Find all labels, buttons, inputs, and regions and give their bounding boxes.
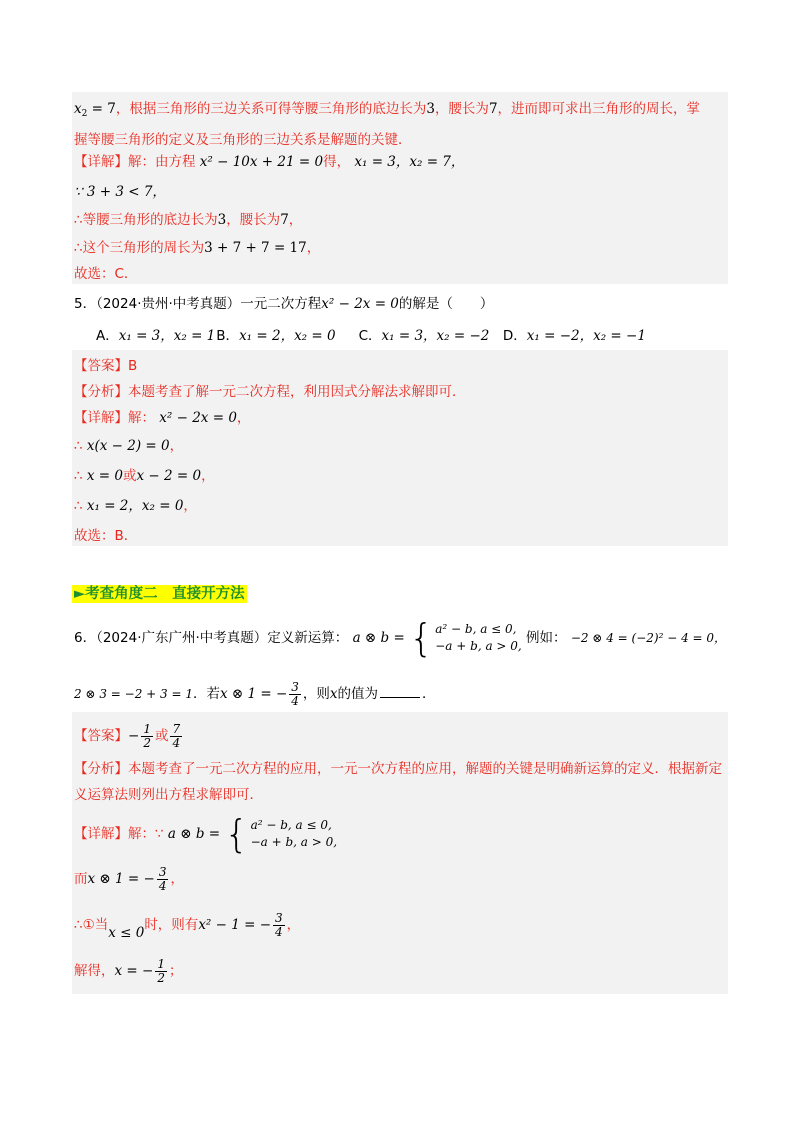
equation: x² − 2x = 0 bbox=[321, 296, 399, 312]
text: 握等腰三角形的定义及三角形的三边关系是解题的关键． bbox=[74, 132, 412, 148]
fraction bbox=[170, 723, 182, 750]
comma: ， bbox=[169, 438, 184, 454]
case: −a + b, a > 0, bbox=[435, 639, 522, 653]
q5-step-3 bbox=[74, 496, 197, 516]
q6-stem bbox=[74, 618, 726, 658]
text: ，根据三角形的三边关系可得等腰三角形的底边长为 bbox=[115, 101, 427, 117]
q6-condition bbox=[74, 678, 436, 710]
denominator: 4 bbox=[158, 878, 167, 893]
q5-analysis: 【分析】本题考查了解一元二次方程，利用因式分解法求解即可． bbox=[74, 384, 466, 400]
denominator: 4 bbox=[172, 735, 181, 750]
q6-analysis: 【分析】本题考查了一元二次方程的应用，一元一次方程的应用，解题的关键是明确新运算的定义．根据新定义运算法则列出方程求解即可． bbox=[74, 761, 722, 803]
case: a² − b, a ≤ 0, bbox=[250, 818, 332, 832]
q6-answer bbox=[74, 718, 184, 754]
cases bbox=[251, 817, 338, 851]
equation: x = − bbox=[114, 963, 154, 979]
fraction bbox=[157, 866, 169, 893]
q6-solve bbox=[74, 954, 182, 988]
equation: x ⊗ 1 = − bbox=[87, 871, 155, 887]
case: −a + b, a > 0, bbox=[250, 835, 338, 849]
text: 或 bbox=[123, 468, 137, 484]
text: ∴等腰三角形的底边长为 bbox=[74, 212, 218, 228]
numerator: 1 bbox=[143, 721, 151, 736]
fraction bbox=[289, 681, 301, 708]
equation: 3 + 7 + 7 = 17 bbox=[204, 240, 307, 256]
var-x: x bbox=[74, 101, 82, 117]
case: a² − b, a ≤ 0, bbox=[435, 622, 517, 636]
comma: ， bbox=[201, 468, 215, 484]
text: ， bbox=[286, 917, 301, 933]
text: ．若 bbox=[192, 686, 220, 702]
text: ∴这个三角形的周长为 bbox=[74, 240, 205, 256]
equation: x² − 2x = 0 bbox=[159, 410, 237, 426]
numerator: 1 bbox=[157, 956, 165, 971]
heading-text: ►考查角度二 直接开方法 bbox=[74, 586, 245, 602]
text: 时，则有 bbox=[144, 917, 199, 933]
option-c[interactable] bbox=[359, 326, 499, 346]
value: 7 bbox=[280, 212, 289, 228]
option-d[interactable] bbox=[503, 326, 646, 346]
q6-given bbox=[74, 862, 184, 896]
equation: x = 0 bbox=[86, 468, 123, 484]
text: 或 bbox=[154, 728, 169, 744]
text: ，则 bbox=[302, 686, 330, 702]
numerator: 3 bbox=[158, 864, 167, 879]
text: 解得， bbox=[74, 963, 115, 979]
piecewise-definition bbox=[224, 812, 338, 856]
q6-detail bbox=[74, 814, 337, 854]
text: ， bbox=[236, 410, 251, 426]
q5-step-2 bbox=[74, 466, 215, 486]
q5-step-1 bbox=[74, 436, 183, 456]
q5-stem bbox=[74, 294, 493, 314]
equation: x(x − 2) = 0 bbox=[86, 438, 170, 454]
solution: x₁ = 3，x₂ = 7， bbox=[354, 154, 465, 170]
option-a[interactable] bbox=[96, 326, 216, 346]
denominator: 4 bbox=[291, 693, 299, 708]
q4-analysis-continued bbox=[74, 96, 726, 153]
q4-choice: 故选：C． bbox=[74, 266, 138, 282]
option-text: x₁ = 3，x₂ = 1 bbox=[118, 328, 216, 344]
option-label: D． bbox=[502, 328, 527, 344]
section-heading bbox=[72, 582, 247, 603]
text: 解： bbox=[128, 410, 155, 426]
equation: x ⊗ 1 = − bbox=[219, 686, 288, 702]
brace: { bbox=[224, 812, 249, 856]
eq-text: = 7 bbox=[87, 101, 116, 117]
equation: x − 2 = 0 bbox=[136, 468, 202, 484]
text: 解：由方程 bbox=[128, 154, 196, 170]
q5-detail bbox=[74, 408, 250, 428]
denominator: 2 bbox=[143, 735, 151, 750]
q4-therefore-1 bbox=[74, 210, 302, 230]
text: ； bbox=[168, 963, 183, 979]
option-label: A． bbox=[96, 328, 119, 344]
text: ，进而即可求出三角形的周长，掌 bbox=[497, 101, 701, 117]
comma: ， bbox=[183, 498, 197, 514]
q6-case-1 bbox=[74, 908, 300, 950]
option-text: x₁ = 3，x₂ = −2 bbox=[381, 328, 490, 344]
q5-options bbox=[96, 326, 646, 346]
answer-blank[interactable] bbox=[380, 685, 420, 698]
numerator: 3 bbox=[275, 910, 283, 925]
piecewise-definition bbox=[409, 616, 522, 660]
option-text: x₁ = −2，x₂ = −1 bbox=[526, 328, 646, 344]
text: 的值为 bbox=[337, 686, 379, 702]
value: 7 bbox=[488, 101, 498, 117]
option-label: C． bbox=[358, 328, 382, 344]
example: 2 ⊗ 3 = −2 + 3 = 1 bbox=[74, 687, 193, 701]
example: −2 ⊗ 4 = (−2)² − 4 = 0， bbox=[570, 631, 727, 645]
denominator: 4 bbox=[275, 924, 283, 939]
definition-lhs: a ⊗ b = bbox=[167, 826, 221, 842]
condition: x ≤ 0 bbox=[108, 925, 145, 941]
text: 的解是（ ） bbox=[398, 296, 494, 312]
var-x: x bbox=[329, 686, 338, 702]
option-b[interactable] bbox=[216, 326, 354, 346]
q5-answer: 【答案】B bbox=[74, 358, 138, 374]
equation: x² − 10x + 21 = 0 bbox=[199, 154, 324, 170]
therefore-symbol: ∴ bbox=[74, 468, 87, 484]
equation: x² − 1 = − bbox=[198, 917, 272, 933]
brace: { bbox=[409, 616, 434, 660]
numerator: 7 bbox=[172, 721, 181, 736]
fraction bbox=[273, 912, 285, 939]
text: ． bbox=[422, 686, 436, 702]
q4-because: ∵ 3 + 3 < 7， bbox=[74, 184, 166, 200]
detail-label: 【详解】 bbox=[74, 410, 128, 426]
text: 解：∵ bbox=[128, 826, 164, 842]
fraction bbox=[141, 723, 153, 750]
q4-therefore-2 bbox=[74, 238, 320, 258]
q5-choice: 故选：B． bbox=[74, 528, 138, 544]
text: 6．（2024·广东广州·中考真题）定义新运算： bbox=[74, 630, 349, 646]
answer-label: 【答案】 bbox=[74, 728, 128, 744]
sub: 2 bbox=[81, 109, 88, 119]
fraction bbox=[155, 958, 167, 985]
text: ， bbox=[288, 212, 303, 228]
detail-label: 【详解】 bbox=[74, 154, 128, 170]
text: 得， bbox=[323, 154, 351, 170]
minus: − bbox=[128, 728, 140, 744]
text: ，腰长为 bbox=[226, 212, 281, 228]
option-text: x₁ = 2，x₂ = 0 bbox=[239, 328, 336, 344]
text: ， bbox=[170, 871, 184, 887]
text: ， bbox=[306, 240, 321, 256]
text: 而 bbox=[74, 871, 88, 887]
numerator: 3 bbox=[291, 679, 299, 694]
denominator: 2 bbox=[157, 970, 165, 985]
text: 例如： bbox=[526, 630, 567, 646]
value: 3 bbox=[217, 212, 227, 228]
option-label: B． bbox=[216, 328, 240, 344]
definition-lhs: a ⊗ b = bbox=[352, 630, 405, 646]
value: 3 bbox=[426, 101, 435, 117]
q4-detail bbox=[74, 152, 464, 172]
therefore-symbol: ∴ bbox=[74, 438, 87, 454]
text: ∴①当 bbox=[74, 917, 109, 933]
detail-label: 【详解】 bbox=[74, 826, 128, 842]
therefore-symbol: ∴ bbox=[74, 498, 87, 514]
text: 5．（2024·贵州·中考真题）一元二次方程 bbox=[74, 296, 322, 312]
text: ，腰长为 bbox=[434, 101, 489, 117]
equation: x₁ = 2，x₂ = 0 bbox=[86, 498, 184, 514]
cases bbox=[435, 621, 522, 655]
